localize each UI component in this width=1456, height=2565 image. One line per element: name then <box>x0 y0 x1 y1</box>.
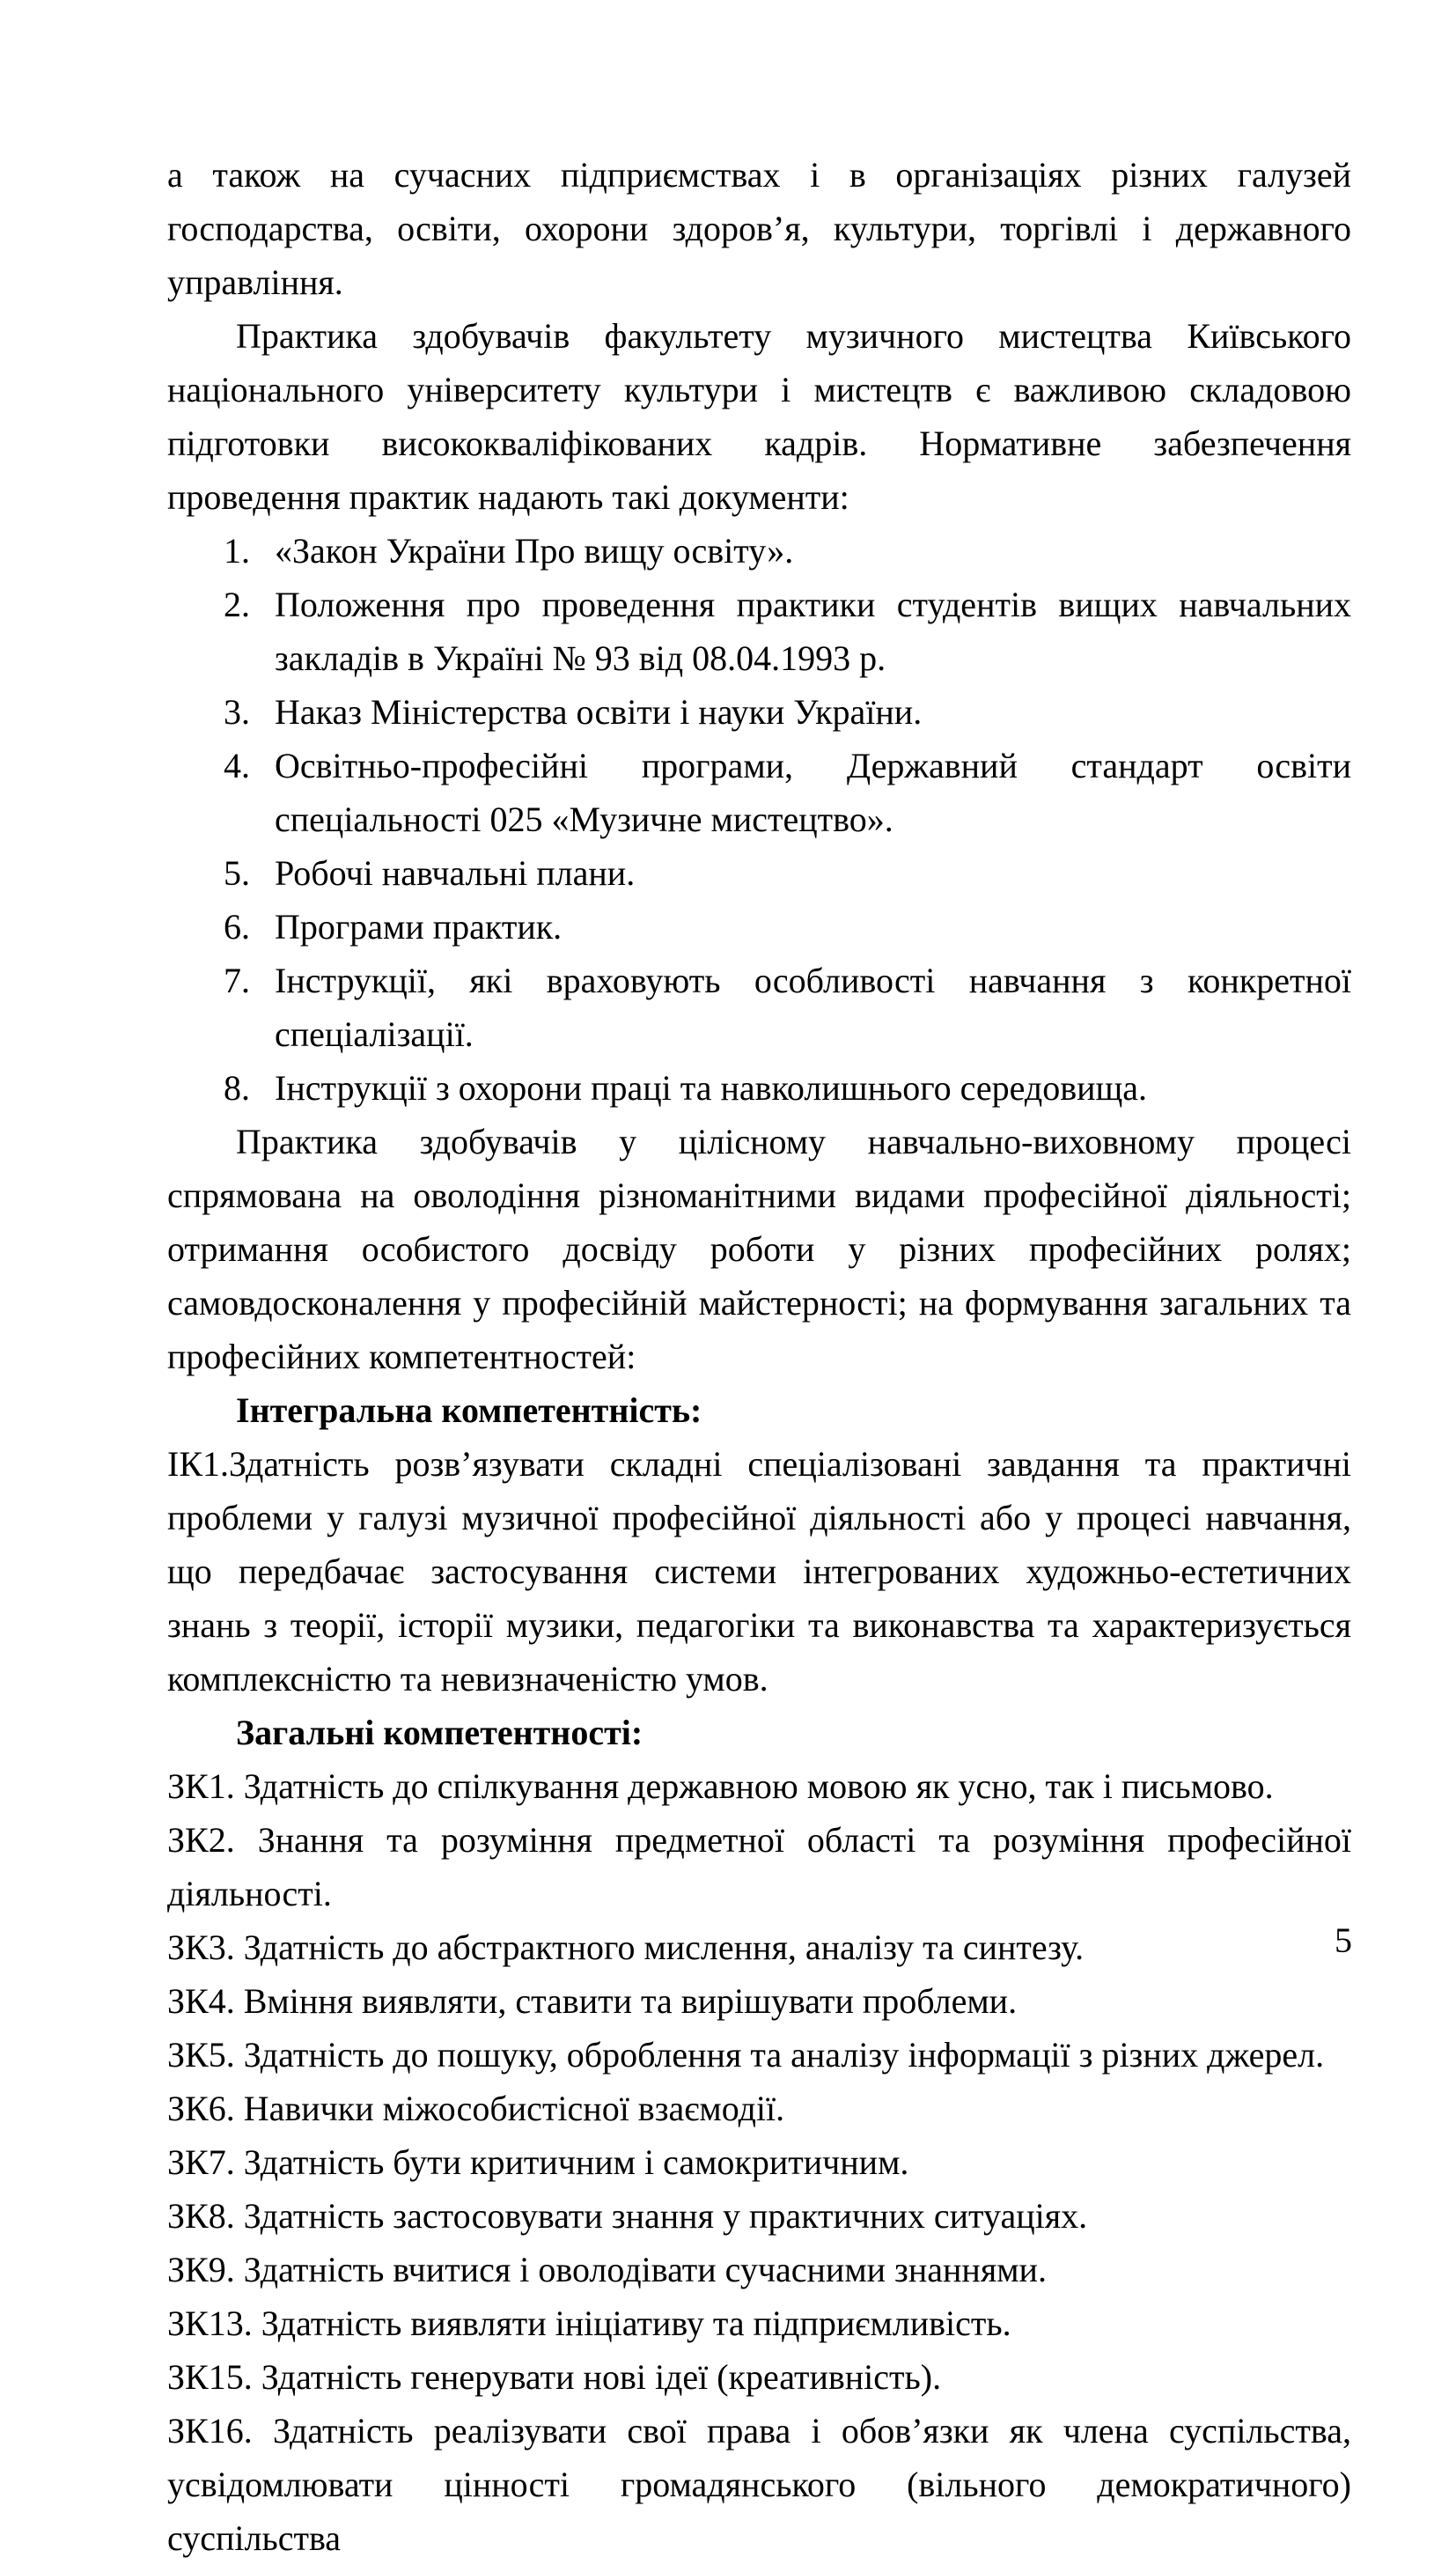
list-item: Інструкції, які враховують особливості навчання з конкретної спеціалізації. <box>275 961 1351 1054</box>
competence-zk3: ЗК3. Здатність до абстрактного мислення, аналізу та синтезу. <box>167 1927 1085 1967</box>
paragraph-practice-intro: Практика здобувачів факультету музичного мистецтва Київського національного університету культури і мистецтв є важливою складовою підготовки висококваліфікованих кадрів. Нормативне забезпечення проведення практик надають такі документи: <box>167 316 1351 517</box>
competence-zk2: ЗК2. Знання та розуміння предметної області та розуміння професійної діяльності. <box>167 1820 1351 1913</box>
list-item: Наказ Міністерства освіти і науки України. <box>275 692 923 732</box>
normative-documents-list <box>167 524 1351 1115</box>
page-number: 5 <box>1335 1920 1352 1960</box>
page-content <box>167 148 1351 2565</box>
competence-zk7: ЗК7. Здатність бути критичним і самокритичним. <box>167 2142 909 2182</box>
competence-zk5: ЗК5. Здатність до пошуку, оброблення та аналізу інформації з різних джерел. <box>167 2035 1325 2075</box>
paragraph-practice-goals: Практика здобувачів у цілісному навчально-виховному процесі спрямована на оволодіння різноманітними видами професійної діяльності; отримання особистого досвіду роботи у різних професійних ролях; самовдосконалення у професійній майстерності; на формування загальних та професійних компетентностей: <box>167 1122 1351 1376</box>
list-item: Положення про проведення практики студентів вищих навчальних закладів в Україні № 93 від 08.04.1993 р. <box>275 585 1351 678</box>
competence-zk6: ЗК6. Навички міжособистісної взаємодії. <box>167 2089 785 2128</box>
heading-general-competences: Загальні компетентності: <box>236 1713 643 1752</box>
paragraph-continuation: а також на сучасних підприємствах і в організаціях різних галузей господарства, освіти, охорони здоров’я, культури, торгівлі і державного управління. <box>167 155 1351 302</box>
competence-zk1: ЗК1. Здатність до спілкування державною мовою як усно, так і письмово. <box>167 1766 1274 1806</box>
competence-zk16: ЗК16. Здатність реалізувати свої права і обов’язки як члена суспільства, усвідомлювати цінності громадянського (вільного демократичного) суспільства <box>167 2411 1351 2558</box>
integral-competence-text: ІК1.Здатність розв’язувати складні спеціалізовані завдання та практичні проблеми у галузі музичної професійної діяльності або у процесі навчання, що передбачає застосування системи інтегрованих художньо-естетичних знань з теорії, історії музики, педагогіки та виконавства та характеризується комплексністю та невизначеністю умов. <box>167 1444 1351 1699</box>
competence-zk13: ЗК13. Здатність виявляти ініціативу та підприємливість. <box>167 2303 1011 2343</box>
competence-zk8: ЗК8. Здатність застосовувати знання у практичних ситуаціях. <box>167 2196 1088 2236</box>
list-item: Освітньо-професійні програми, Державний стандарт освіти спеціальності 025 «Музичне мистецтво». <box>275 746 1351 839</box>
list-item: Інструкції з охорони праці та навколишнього середовища. <box>275 1068 1148 1108</box>
competence-zk9: ЗК9. Здатність вчитися і оволодівати сучасними знаннями. <box>167 2250 1047 2289</box>
competence-zk4: ЗК4. Вміння виявляти, ставити та вирішувати проблеми. <box>167 1981 1018 2021</box>
competence-zk15: ЗК15. Здатність генерувати нові ідеї (креативність). <box>167 2357 942 2397</box>
list-item: Програми практик. <box>275 907 563 947</box>
list-item: Робочі навчальні плани. <box>275 853 636 893</box>
list-item: «Закон України Про вищу освіту». <box>275 531 794 571</box>
heading-integral-competence: Інтегральна компетентність: <box>236 1390 702 1430</box>
